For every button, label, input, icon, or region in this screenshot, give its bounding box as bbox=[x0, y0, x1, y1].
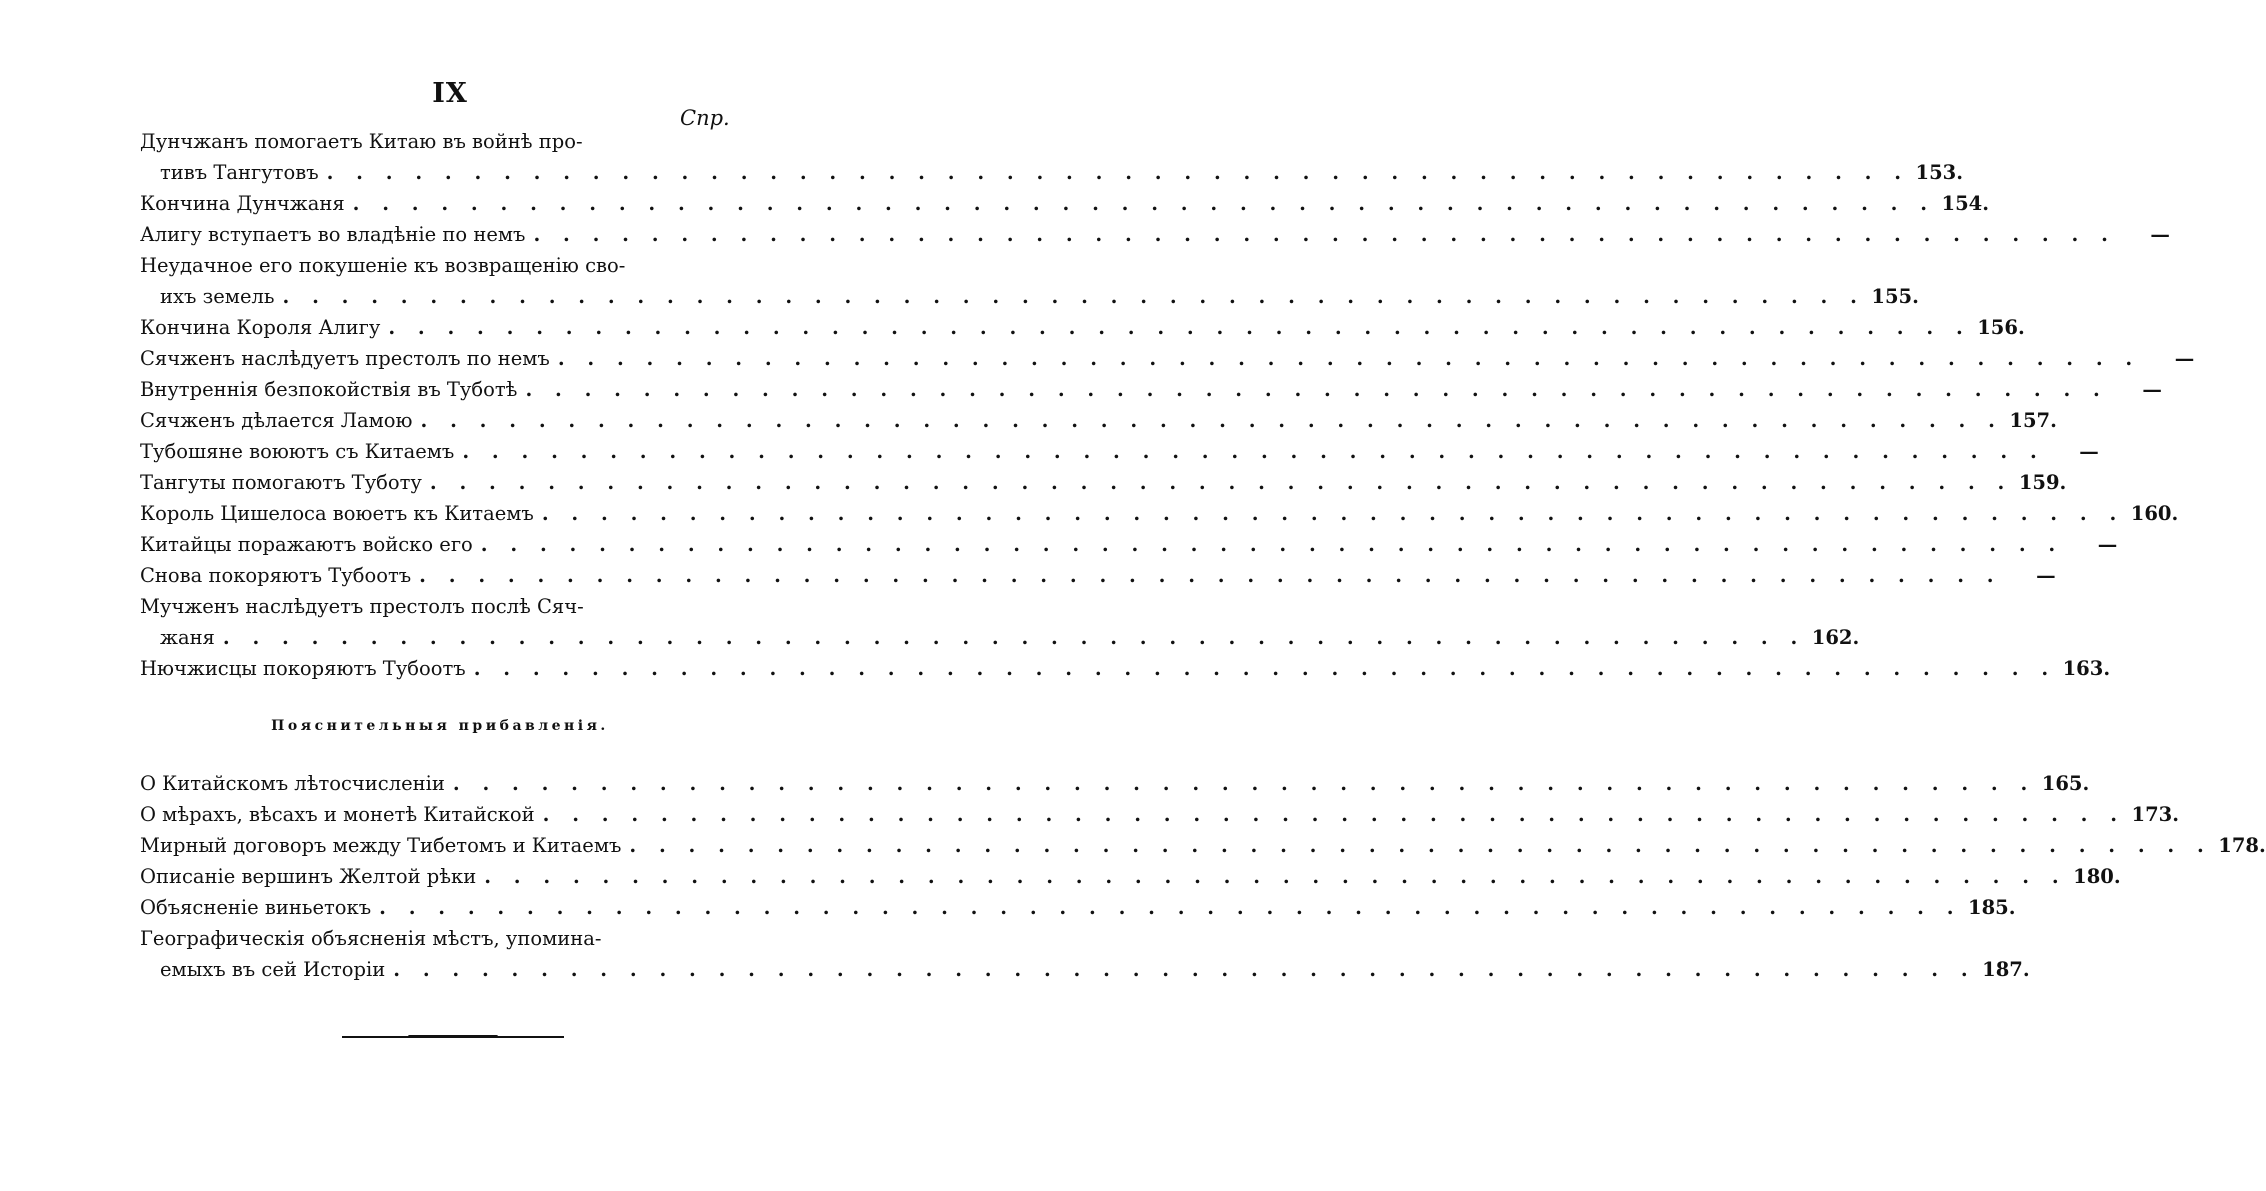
toc-entry-row bbox=[140, 768, 2090, 799]
dot-leader bbox=[275, 281, 1865, 312]
dot-leader bbox=[466, 653, 2056, 684]
toc-entry-page: 180. bbox=[2073, 865, 2121, 888]
toc-entry-title-line: Географическія объясненія мѣстъ, упомина- bbox=[140, 927, 602, 950]
dot-leader bbox=[621, 830, 2211, 861]
toc-entry bbox=[140, 467, 2067, 498]
toc-entry-row bbox=[140, 892, 2016, 923]
toc-entry bbox=[140, 830, 2266, 861]
toc-entry-row bbox=[140, 281, 1919, 312]
toc-entry-page: 185. bbox=[1968, 896, 2016, 919]
toc-entry-page: 178. bbox=[2218, 834, 2266, 857]
toc-entry-row bbox=[140, 467, 2067, 498]
toc-entry-title: Кончина Дунчжаня bbox=[140, 192, 345, 215]
toc-entry-page: 159. bbox=[2018, 471, 2067, 494]
toc-main-list bbox=[140, 126, 2195, 684]
dot-leader bbox=[534, 498, 2124, 529]
toc-entry-page: — bbox=[2174, 347, 2195, 370]
toc-entry-title: Китайцы поражаютъ войско его bbox=[140, 533, 473, 556]
toc-entry bbox=[140, 892, 2016, 923]
toc-entry-page: — bbox=[2079, 440, 2099, 463]
dot-leader bbox=[371, 892, 1961, 923]
toc-entry-page: 153. bbox=[1915, 161, 1964, 184]
toc-entry bbox=[140, 923, 2030, 985]
toc-entry-page: 157. bbox=[2009, 409, 2057, 432]
toc-entry-title: О мѣрахъ, вѣсахъ и монетѣ Китайской bbox=[140, 803, 535, 826]
toc-entry-row bbox=[140, 954, 2030, 985]
toc-entry-row bbox=[140, 436, 2099, 467]
closing-rule bbox=[342, 1036, 564, 1038]
toc-entry-title: О Китайскомъ лѣтосчисленіи bbox=[140, 772, 445, 795]
toc-entry bbox=[140, 188, 1990, 219]
toc-entry-row bbox=[140, 529, 2118, 560]
toc-entry-title: Кончина Короля Алигу bbox=[140, 316, 381, 339]
dot-leader bbox=[345, 188, 1935, 219]
toc-entry-title: Нючжисцы покоряютъ Тубоотъ bbox=[140, 657, 466, 680]
toc-entry-title: Сячженъ дѣлается Ламою bbox=[140, 409, 413, 432]
toc-entry bbox=[140, 405, 2057, 436]
toc-entry-row bbox=[140, 861, 2121, 892]
toc-entry-row bbox=[140, 799, 2180, 830]
toc-entry bbox=[140, 343, 2195, 374]
toc-entry-page: 187. bbox=[1982, 958, 2030, 981]
dot-leader bbox=[550, 343, 2140, 374]
toc-entry-title: Алигу вступаетъ во владѣніе по немъ bbox=[140, 223, 526, 246]
toc-entry-continuation: емыхъ въ сей Исторіи bbox=[160, 958, 386, 981]
toc-entry bbox=[140, 653, 2111, 684]
toc-appendix-list bbox=[140, 768, 2266, 985]
toc-entry-title-line: Неудачное его покушеніе къ возвращенію сво- bbox=[140, 254, 626, 277]
dot-leader bbox=[525, 219, 2115, 250]
toc-entry bbox=[140, 374, 2162, 405]
toc-entry-title-line: Мучженъ наслѣдуетъ престолъ послѣ Сяч- bbox=[140, 595, 584, 618]
toc-entry bbox=[140, 250, 1919, 312]
page-column-heading: Спр. bbox=[680, 106, 730, 130]
dot-leader bbox=[422, 467, 2012, 498]
toc-entry-row bbox=[140, 405, 2057, 436]
toc-entry-title: Внутреннія безпокойствія въ Туботѣ bbox=[140, 378, 518, 401]
toc-entry-row bbox=[140, 622, 1860, 653]
dot-leader bbox=[380, 312, 1970, 343]
toc-entry bbox=[140, 529, 2118, 560]
toc-entry-page: 173. bbox=[2131, 803, 2180, 826]
toc-entry-page: — bbox=[2142, 378, 2162, 401]
toc-entry-title: Снова покоряютъ Тубоотъ bbox=[140, 564, 412, 587]
toc-entry-row bbox=[140, 188, 1990, 219]
toc-entry bbox=[140, 498, 2179, 529]
dot-leader bbox=[517, 374, 2107, 405]
dot-leader bbox=[411, 560, 2001, 591]
dot-leader bbox=[445, 768, 2035, 799]
toc-entry-continuation: тивъ Тангутовъ bbox=[160, 161, 319, 184]
toc-entry-row bbox=[140, 498, 2179, 529]
toc-entry-page: — bbox=[2150, 223, 2170, 246]
toc-entry-continuation: жаня bbox=[160, 626, 215, 649]
toc-entry bbox=[140, 560, 2056, 591]
toc-entry-title: Описаніе вершинъ Желтой рѣки bbox=[140, 865, 477, 888]
toc-entry-page: 154. bbox=[1941, 192, 1990, 215]
dot-leader bbox=[535, 799, 2125, 830]
toc-entry bbox=[140, 436, 2099, 467]
toc-entry-title: Объясненіе виньетокъ bbox=[140, 896, 372, 919]
toc-entry bbox=[140, 768, 2090, 799]
toc-entry-page: 160. bbox=[2130, 502, 2179, 525]
toc-entry-page: 156. bbox=[1977, 316, 2025, 339]
toc-entry-title: Тангуты помогаютъ Туботу bbox=[140, 471, 422, 494]
toc-entry-title: Сячженъ наслѣдуетъ престолъ по немъ bbox=[140, 347, 550, 370]
toc-entry-page: 163. bbox=[2062, 657, 2111, 680]
toc-entry-row bbox=[140, 653, 2111, 684]
toc-entry-continuation: ихъ земель bbox=[160, 285, 275, 308]
toc-entry-row bbox=[140, 312, 2025, 343]
toc-entry bbox=[140, 591, 1860, 653]
toc-entry bbox=[140, 219, 2170, 250]
appendix-title: Пояснительныя прибавленія. bbox=[271, 718, 609, 734]
toc-entry-page: 165. bbox=[2041, 772, 2090, 795]
toc-entry-row bbox=[140, 830, 2266, 861]
dot-leader bbox=[413, 405, 2003, 436]
toc-entry-row bbox=[140, 343, 2195, 374]
toc-entry-title-line: Дунчжанъ помогаетъ Китаю въ войнѣ про- bbox=[140, 130, 583, 153]
page-number: IX bbox=[432, 78, 468, 109]
toc-entry-row bbox=[140, 374, 2162, 405]
toc-entry bbox=[140, 312, 2025, 343]
toc-entry-page: 155. bbox=[1871, 285, 1919, 308]
toc-entry-row bbox=[140, 560, 2056, 591]
toc-entry-page: — bbox=[2097, 533, 2118, 556]
toc-entry-row bbox=[140, 157, 1964, 188]
toc-entry-page: 162. bbox=[1811, 626, 1860, 649]
toc-entry-page: — bbox=[2036, 564, 2056, 587]
toc-entry-title: Король Цишелоса воюетъ къ Китаемъ bbox=[140, 502, 534, 525]
dot-leader bbox=[385, 954, 1975, 985]
dot-leader bbox=[473, 529, 2063, 560]
toc-entry-title: Мирный договоръ между Тибетомъ и Китаемъ bbox=[140, 834, 622, 857]
dot-leader bbox=[476, 861, 2066, 892]
toc-entry bbox=[140, 861, 2121, 892]
toc-entry bbox=[140, 126, 1964, 188]
toc-entry bbox=[140, 799, 2180, 830]
dot-leader bbox=[215, 622, 1805, 653]
toc-entry-title: Тубошяне воюютъ съ Китаемъ bbox=[140, 440, 455, 463]
toc-entry-row bbox=[140, 219, 2170, 250]
dot-leader bbox=[454, 436, 2044, 467]
dot-leader bbox=[319, 157, 1909, 188]
